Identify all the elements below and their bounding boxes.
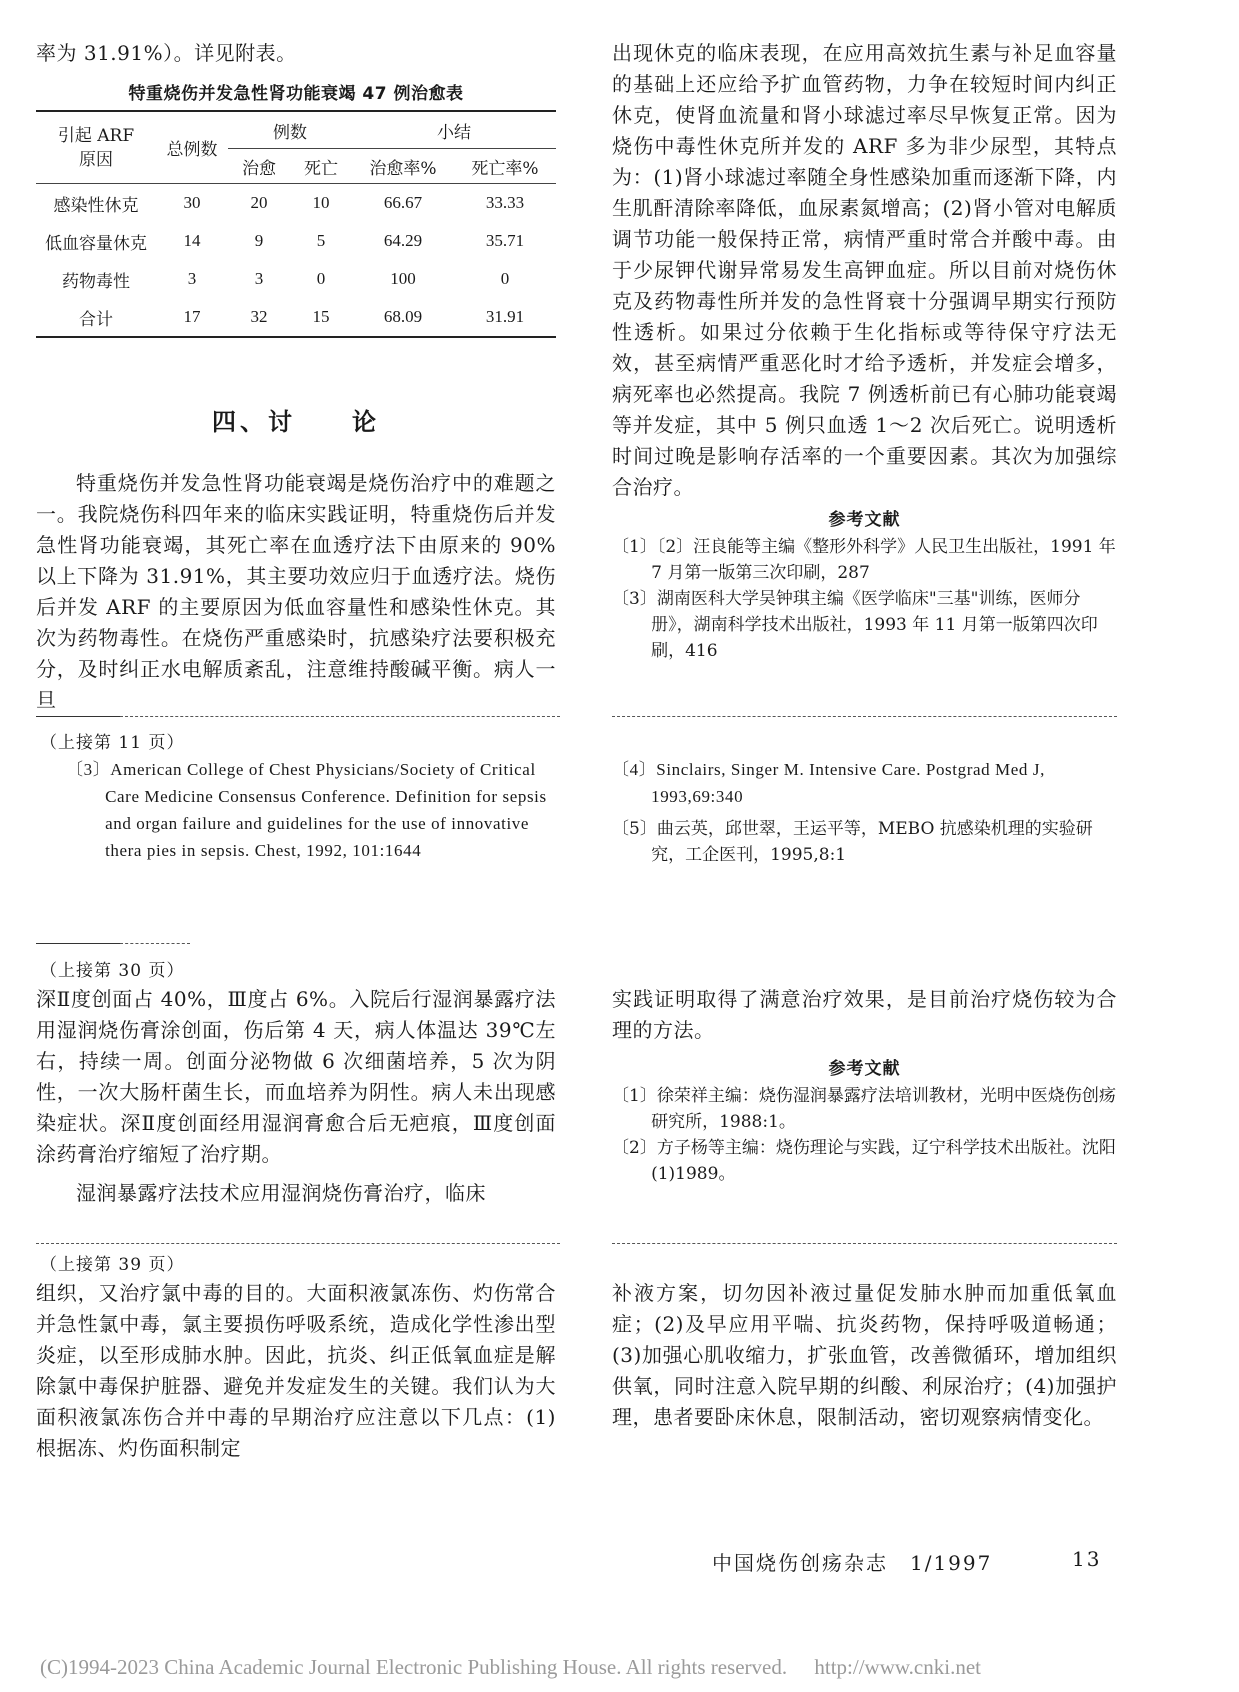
cont30-left (36, 984, 556, 1209)
reference-item: 〔3〕湖南医科大学吴钟琪主编《医学临床"三基"训练，医师分册》，湖南科学技术出版社，1993 年 11 月第一版第四次印刷，416 (612, 589, 1098, 661)
cell-cause: 药物毒性 (62, 271, 130, 292)
header-cases-group: 例数 (228, 111, 352, 149)
cell-died: 10 (312, 193, 330, 212)
table-row (36, 260, 556, 298)
reference-item: 〔1〕徐荣祥主编：烧伤湿润暴露疗法培训教材，光明中医烧伤创疡研究所，1988:1。 (612, 1086, 1116, 1132)
cont11-right (612, 756, 1117, 868)
cell-total: 3 (187, 269, 197, 288)
header-cause-line1: 引起 ARF (57, 125, 135, 146)
cell-cured: 9 (254, 231, 264, 250)
discussion-right-block (612, 38, 1117, 664)
cell-died: 0 (316, 269, 326, 288)
cell-cure-rate: 68.09 (383, 307, 423, 326)
header-cause-line2: 原因 (79, 149, 113, 170)
cell-total: 17 (183, 307, 201, 326)
copyright-url: http://www.cnki.net (814, 1655, 981, 1679)
reference-item: 〔1〕〔2〕汪良能等主编《整形外科学》人民卫生出版社，1991 年 7 月第一版第三次印刷，287 (612, 537, 1116, 583)
cell-cured: 3 (254, 269, 264, 288)
divider (612, 716, 1117, 717)
cell-cured: 20 (250, 193, 268, 212)
reference-item: 〔4〕Sinclairs, Singer M. Intensive Care. Postgrad Med J, 1993,69:340 (612, 760, 1045, 806)
cell-death-rate: 31.91 (485, 307, 525, 326)
discussion-left: 特重烧伤并发急性肾功能衰竭是烧伤治疗中的难题之一。我院烧伤科四年来的临床实践证明，特重烧伤后并发急性肾功能衰竭，其死亡率在血透疗法下由原来的 90%以上下降为 31.91%，其主要功效应归于血透疗法。烧伤后并发 ARF 的主要原因为低血容量性和感染性休克。其次为药物毒性。在烧伤严重感染时，抗感染疗法要积极充分，及时纠正水电解质紊乱，注意维持酸碱平衡。病人一旦 (36, 471, 556, 712)
divider (36, 1243, 560, 1244)
copyright-text: (C)1994-2023 China Academic Journal Electronic Publishing House. All rights reserved. (40, 1655, 788, 1679)
divider (120, 943, 190, 944)
page-footer (712, 1547, 1102, 1576)
reference-item: 〔3〕American College of Chest Physicians/Society of Critical Care Medicine Consensus Conference. Definition for sepsis and organ failure and guidelines for the use of innovative thera pies in sepsis. Chest, 1992, 101:1644 (66, 760, 547, 860)
cont30-paragraph: 实践证明取得了满意治疗效果，是目前治疗烧伤较为合理的方法。 (612, 987, 1117, 1042)
cell-death-rate: 33.33 (485, 193, 525, 212)
reference-item: 〔2〕方子杨等主编：烧伤理论与实践，辽宁科学技术出版社。沈阳(1)1989。 (612, 1138, 1116, 1184)
header-death-rate: 死亡率% (454, 149, 556, 184)
references-title: 参考文献 (828, 1059, 901, 1079)
cont30-right (612, 984, 1117, 1187)
page-number: 13 (1072, 1547, 1102, 1571)
header-total: 总例数 (156, 111, 228, 184)
cont30-paragraph: 湿润暴露疗法技术应用湿润烧伤膏治疗，临床 (76, 1181, 486, 1205)
continuation-label-39: （上接第 39 页） (40, 1255, 185, 1275)
continuation-label-30: （上接第 30 页） (40, 961, 185, 981)
divider (120, 716, 560, 717)
cont39-right: 补液方案，切勿因补液过量促发肺水肿而加重低氧血症；(2)及早应用平喘、抗炎药物，保持呼吸道畅通；(3)加强心肌收缩力，扩张血管，改善微循环，增加组织供氧，同时注意入院早期的纠酸、利尿治疗；(4)加强护理，患者要卧床休息，限制活动，密切观察病情变化。 (612, 1281, 1117, 1429)
cell-cause: 感染性休克 (53, 195, 139, 216)
header-cure-rate: 治愈率% (352, 149, 454, 184)
references-title: 参考文献 (828, 510, 901, 530)
results-table (36, 110, 556, 338)
cell-cure-rate: 66.67 (383, 193, 423, 212)
table-row (36, 184, 556, 223)
table-row (36, 222, 556, 260)
cell-cure-rate: 100 (390, 269, 416, 288)
divider (612, 1243, 1117, 1244)
divider (36, 716, 120, 717)
cell-cure-rate: 64.29 (383, 231, 423, 250)
cell-cause: 低血容量休克 (45, 233, 147, 254)
cell-died: 5 (316, 231, 326, 250)
cell-cured: 32 (250, 307, 268, 326)
intro-line: 率为 31.91%）。详见附表。 (36, 41, 297, 65)
cell-death-rate: 0 (500, 269, 510, 288)
discussion-right: 出现休克的临床表现，在应用高效抗生素与补足血容量的基础上还应给予扩血管药物，力争在较短时间内纠正休克，使肾血流量和肾小球滤过率尽早恢复正常。因为烧伤中毒性休克所并发的 ARF 多为非少尿型，其特点为：(1)肾小球滤过率随全身性感染加重而逐渐下降，内生肌酐清除率降低，血尿素氮增高；(2)肾小管对电解质调节功能一般保持正常，病情严重时常合并酸中毒。由于少尿钾代谢异常易发生高钾血症。所以目前对烧伤休克及药物毒性所并发的急性肾衰十分强调早期实行预防性透析。如果过分依赖于生化指标或等待保守疗法无效，甚至病情严重恶化时才给予透析，并发症会增多，病死率也必然提高。我院 7 例透析前已有心肺功能衰竭等并发症，其中 5 例只血透 1～2 次后死亡。说明透析时间过晚是影响存活率的一个重要因素。其次为加强综合治疗。 (612, 41, 1117, 499)
divider (36, 943, 120, 944)
cell-death-rate: 35.71 (485, 231, 525, 250)
cell-total: 14 (183, 231, 201, 250)
header-cured: 治愈 (228, 149, 290, 184)
cont39-left: 组织，又治疗氯中毒的目的。大面积液氯冻伤、灼伤常合并急性氯中毒，氯主要损伤呼吸系统，造成化学性渗出型炎症，以至形成肺水肿。因此，抗炎、纠正低氧血症是解除氯中毒保护脏器、避免并发症发生的关键。我们认为大面积液氯冻伤合并中毒的早期治疗应注意以下几点：(1)根据冻、灼伤面积制定 (36, 1281, 556, 1460)
cell-died: 15 (312, 307, 330, 326)
table-title: 特重烧伤并发急性肾功能衰竭 47 例治愈表 (128, 84, 464, 104)
copyright-notice (40, 1655, 1220, 1680)
section-title: 四、讨 论 (212, 408, 380, 436)
cell-cause: 合计 (79, 309, 113, 330)
table-row-total (36, 298, 556, 337)
cell-total: 30 (183, 193, 201, 212)
journal-name: 中国烧伤创疡杂志 1/1997 (712, 1551, 993, 1575)
header-summary-group: 小结 (352, 111, 556, 149)
header-died: 死亡 (290, 149, 352, 184)
reference-item: 〔5〕曲云英，邱世翠，王运平等，MEBO 抗感染机理的实验研究，工企医刊，1995,8:1 (612, 819, 1093, 865)
header-cause (36, 111, 156, 184)
continuation-label-11: （上接第 11 页） (40, 733, 185, 753)
cont30-paragraph: 深Ⅱ度创面占 40%，Ⅲ度占 6%。入院后行湿润暴露疗法用湿润烧伤膏涂创面，伤后第 4 天，病人体温达 39℃左右，持续一周。创面分泌物做 6 次细菌培养，5 次为阴性，一次大肠杆菌生长，而血培养为阴性。病人未出现感染症状。深Ⅱ度创面经用湿润膏愈合后无疤痕，Ⅲ度创面涂药膏治疗缩短了治疗期。 (36, 987, 556, 1166)
cont11-left (36, 756, 556, 864)
